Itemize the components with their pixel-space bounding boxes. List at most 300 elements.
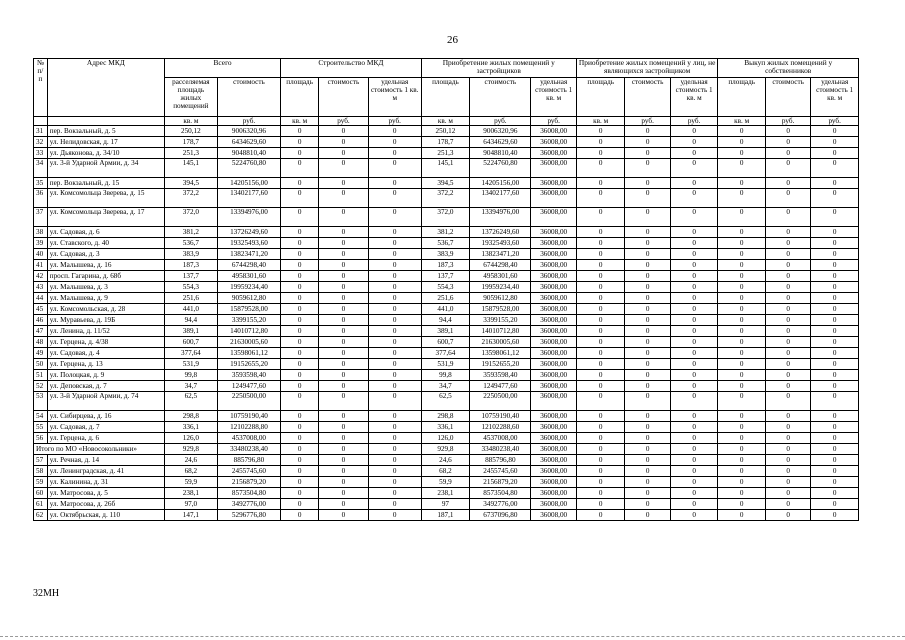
row-address: ул. Садовая, д. 7 (47, 422, 164, 433)
row-z-2: 36008,00 (531, 304, 576, 315)
row-v-2: 0 (811, 126, 859, 137)
header-group-total: Всего (164, 59, 280, 78)
header-total-cost: стоимость (217, 78, 280, 117)
header-group-3-sub-1: стоимость (625, 78, 670, 117)
row-s-1: 0 (319, 260, 369, 271)
row-p-0: 0 (576, 282, 625, 293)
unit-group-3-2: руб. (670, 117, 718, 126)
row-v-0: 0 (718, 126, 766, 137)
row-number: 60 (34, 488, 48, 499)
row-s-2: 0 (368, 249, 421, 260)
row-s-2: 0 (368, 260, 421, 271)
row-z-0: 298,8 (421, 411, 470, 422)
row-s-2: 0 (368, 444, 421, 455)
row-v-0: 0 (718, 510, 766, 521)
row-s-2: 0 (368, 282, 421, 293)
row-total-cost: 2455745,60 (217, 466, 280, 477)
row-p-0: 0 (576, 315, 625, 326)
row-z-2: 36008,00 (531, 208, 576, 227)
row-total-area: 372,2 (164, 189, 217, 208)
row-s-1: 0 (319, 208, 369, 227)
row-s-0: 0 (281, 208, 319, 227)
row-v-1: 0 (765, 227, 810, 238)
row-v-0: 0 (718, 315, 766, 326)
row-v-2: 0 (811, 238, 859, 249)
row-v-0: 0 (718, 422, 766, 433)
row-total-area: 554,3 (164, 282, 217, 293)
row-z-1: 4958301,60 (470, 271, 531, 282)
row-z-2: 36008,00 (531, 126, 576, 137)
row-s-0: 0 (281, 249, 319, 260)
row-p-0: 0 (576, 411, 625, 422)
row-z-2: 36008,00 (531, 422, 576, 433)
row-z-0: 94,4 (421, 315, 470, 326)
row-p-1: 0 (625, 433, 670, 444)
row-address: просп. Гагарина, д. 68б (47, 271, 164, 282)
row-v-0: 0 (718, 359, 766, 370)
row-total-area: 99,8 (164, 370, 217, 381)
row-s-1: 0 (319, 392, 369, 411)
row-z-0: 377,64 (421, 348, 470, 359)
row-address: ул. 3-й Ударной Армии, д. 34 (47, 159, 164, 178)
row-p-2: 0 (670, 381, 718, 392)
row-s-1: 0 (319, 304, 369, 315)
row-total-cost: 19152655,20 (217, 359, 280, 370)
row-p-0: 0 (576, 444, 625, 455)
row-s-2: 0 (368, 189, 421, 208)
row-number: 32 (34, 137, 48, 148)
row-z-1: 2156879,20 (470, 477, 531, 488)
table-row (34, 126, 859, 137)
row-p-0: 0 (576, 422, 625, 433)
row-address: ул. Комсомольская, д. 28 (47, 304, 164, 315)
table-row (34, 178, 859, 189)
row-z-2: 36008,00 (531, 178, 576, 189)
row-s-0: 0 (281, 137, 319, 148)
row-v-2: 0 (811, 282, 859, 293)
row-address: ул. Ставского, д. 40 (47, 238, 164, 249)
table-row (34, 189, 859, 208)
row-s-1: 0 (319, 488, 369, 499)
table-row (34, 411, 859, 422)
row-z-2: 36008,00 (531, 227, 576, 238)
row-s-0: 0 (281, 126, 319, 137)
table-row (34, 359, 859, 370)
row-number: 38 (34, 227, 48, 238)
row-number: 39 (34, 238, 48, 249)
row-number: 52 (34, 381, 48, 392)
row-total-cost: 2156879,20 (217, 477, 280, 488)
row-s-1: 0 (319, 381, 369, 392)
row-v-2: 0 (811, 293, 859, 304)
row-total-cost: 13598061,12 (217, 348, 280, 359)
unit-group-3-0: кв. м (576, 117, 625, 126)
row-v-1: 0 (765, 337, 810, 348)
row-v-1: 0 (765, 282, 810, 293)
row-z-0: 394,5 (421, 178, 470, 189)
row-total-cost: 3399155,20 (217, 315, 280, 326)
row-address: ул. Матросова, д. 26б (47, 499, 164, 510)
row-number: 49 (34, 348, 48, 359)
row-s-0: 0 (281, 392, 319, 411)
row-s-2: 0 (368, 392, 421, 411)
row-s-0: 0 (281, 238, 319, 249)
row-number: 59 (34, 477, 48, 488)
table-row (34, 227, 859, 238)
row-total-area: 377,64 (164, 348, 217, 359)
table-row (34, 433, 859, 444)
row-s-2: 0 (368, 359, 421, 370)
row-p-2: 0 (670, 392, 718, 411)
table-row (34, 208, 859, 227)
row-s-1: 0 (319, 455, 369, 466)
row-z-2: 36008,00 (531, 238, 576, 249)
row-address: пер. Вокзальный, д. 5 (47, 126, 164, 137)
row-v-0: 0 (718, 159, 766, 178)
row-address: ул. Садовая, д. 4 (47, 348, 164, 359)
table-row (34, 392, 859, 411)
row-p-0: 0 (576, 433, 625, 444)
row-p-0: 0 (576, 148, 625, 159)
row-total-cost: 19959234,40 (217, 282, 280, 293)
row-v-2: 0 (811, 208, 859, 227)
row-z-2: 36008,00 (531, 444, 576, 455)
row-total-cost: 13823471,20 (217, 249, 280, 260)
unit-group-2-0: кв. м (421, 117, 470, 126)
row-s-0: 0 (281, 282, 319, 293)
scan-edge-line (0, 636, 905, 638)
row-v-2: 0 (811, 178, 859, 189)
row-p-1: 0 (625, 348, 670, 359)
row-p-2: 0 (670, 189, 718, 208)
row-s-2: 0 (368, 455, 421, 466)
row-total-cost: 19325493,60 (217, 238, 280, 249)
row-s-0: 0 (281, 260, 319, 271)
table-row (34, 499, 859, 510)
row-total-area: 126,0 (164, 433, 217, 444)
row-total-cost: 13394976,00 (217, 208, 280, 227)
header-address: Адрес МКД (47, 59, 164, 117)
page-number: 26 (447, 34, 458, 46)
row-z-0: 99,8 (421, 370, 470, 381)
row-v-2: 0 (811, 159, 859, 178)
row-s-0: 0 (281, 348, 319, 359)
row-v-2: 0 (811, 488, 859, 499)
row-v-0: 0 (718, 208, 766, 227)
row-z-1: 13598061,12 (470, 348, 531, 359)
row-total-area: 68,2 (164, 466, 217, 477)
row-p-1: 0 (625, 422, 670, 433)
row-z-2: 36008,00 (531, 137, 576, 148)
row-z-0: 536,7 (421, 238, 470, 249)
row-total-area: 600,7 (164, 337, 217, 348)
row-z-1: 3593598,40 (470, 370, 531, 381)
row-s-1: 0 (319, 359, 369, 370)
row-p-2: 0 (670, 337, 718, 348)
row-v-1: 0 (765, 422, 810, 433)
row-z-2: 36008,00 (531, 455, 576, 466)
row-p-2: 0 (670, 466, 718, 477)
row-s-2: 0 (368, 411, 421, 422)
row-s-2: 0 (368, 315, 421, 326)
row-v-1: 0 (765, 260, 810, 271)
row-v-2: 0 (811, 348, 859, 359)
row-total-area: 145,1 (164, 159, 217, 178)
row-s-0: 0 (281, 411, 319, 422)
row-v-2: 0 (811, 381, 859, 392)
row-total-area: 62,5 (164, 392, 217, 411)
row-s-2: 0 (368, 488, 421, 499)
row-s-0: 0 (281, 499, 319, 510)
row-z-0: 251,3 (421, 148, 470, 159)
row-v-1: 0 (765, 381, 810, 392)
row-z-0: 68,2 (421, 466, 470, 477)
row-address: ул. Комсомольца Зверева, д. 17 (47, 208, 164, 227)
row-v-2: 0 (811, 499, 859, 510)
row-total-area: 251,6 (164, 293, 217, 304)
row-s-0: 0 (281, 444, 319, 455)
row-s-1: 0 (319, 282, 369, 293)
row-z-1: 13726249,60 (470, 227, 531, 238)
row-v-2: 0 (811, 249, 859, 260)
row-number: 48 (34, 337, 48, 348)
row-z-2: 36008,00 (531, 260, 576, 271)
row-address: ул. Деповская, д. 7 (47, 381, 164, 392)
row-s-1: 0 (319, 510, 369, 521)
row-z-1: 8573504,80 (470, 488, 531, 499)
header-group-non-developers: Приобретение жилых помещений у лиц, не являющихся застройщиком (576, 59, 718, 78)
row-v-2: 0 (811, 315, 859, 326)
row-p-2: 0 (670, 411, 718, 422)
row-p-2: 0 (670, 238, 718, 249)
row-v-0: 0 (718, 444, 766, 455)
row-s-2: 0 (368, 208, 421, 227)
row-v-1: 0 (765, 348, 810, 359)
header-group-2-sub-0: площадь (421, 78, 470, 117)
row-z-1: 13394976,00 (470, 208, 531, 227)
row-total-area: 238,1 (164, 488, 217, 499)
table-row (34, 271, 859, 282)
row-total-area: 441,0 (164, 304, 217, 315)
row-z-0: 126,0 (421, 433, 470, 444)
row-z-1: 1249477,60 (470, 381, 531, 392)
row-number: 46 (34, 315, 48, 326)
row-total-cost: 13726249,60 (217, 227, 280, 238)
row-p-0: 0 (576, 466, 625, 477)
row-z-2: 36008,00 (531, 315, 576, 326)
row-s-0: 0 (281, 293, 319, 304)
row-v-1: 0 (765, 137, 810, 148)
row-total-cost: 9059612,80 (217, 293, 280, 304)
row-s-2: 0 (368, 499, 421, 510)
row-v-1: 0 (765, 455, 810, 466)
row-p-0: 0 (576, 260, 625, 271)
row-total-cost: 12102288,80 (217, 422, 280, 433)
row-total-area: 94,4 (164, 315, 217, 326)
row-z-2: 36008,00 (531, 159, 576, 178)
row-p-1: 0 (625, 392, 670, 411)
row-p-2: 0 (670, 178, 718, 189)
row-z-2: 36008,00 (531, 477, 576, 488)
row-total-cost: 13402177,60 (217, 189, 280, 208)
row-number: 44 (34, 293, 48, 304)
table-row (34, 238, 859, 249)
row-p-0: 0 (576, 510, 625, 521)
row-z-1: 9059612,80 (470, 293, 531, 304)
row-s-2: 0 (368, 137, 421, 148)
row-s-1: 0 (319, 126, 369, 137)
row-v-2: 0 (811, 422, 859, 433)
row-p-2: 0 (670, 282, 718, 293)
row-v-0: 0 (718, 392, 766, 411)
row-p-0: 0 (576, 249, 625, 260)
row-v-1: 0 (765, 315, 810, 326)
row-number: 37 (34, 208, 48, 227)
unit-group-4-1: руб. (765, 117, 810, 126)
row-z-0: 600,7 (421, 337, 470, 348)
row-s-0: 0 (281, 326, 319, 337)
row-number: 36 (34, 189, 48, 208)
row-v-1: 0 (765, 178, 810, 189)
row-s-0: 0 (281, 178, 319, 189)
row-v-2: 0 (811, 455, 859, 466)
row-z-1: 6737096,80 (470, 510, 531, 521)
row-p-1: 0 (625, 238, 670, 249)
row-p-0: 0 (576, 455, 625, 466)
unit-group-1-2: руб. (368, 117, 421, 126)
row-s-1: 0 (319, 148, 369, 159)
footer-mark: 32МН (33, 588, 60, 599)
row-p-1: 0 (625, 189, 670, 208)
row-total-area: 251,3 (164, 148, 217, 159)
row-s-0: 0 (281, 466, 319, 477)
row-address: ул. Речная, д. 14 (47, 455, 164, 466)
row-total-cost: 10759190,40 (217, 411, 280, 422)
table-row (34, 422, 859, 433)
row-p-2: 0 (670, 488, 718, 499)
row-total-area: 298,8 (164, 411, 217, 422)
row-v-0: 0 (718, 337, 766, 348)
row-p-0: 0 (576, 178, 625, 189)
row-p-0: 0 (576, 381, 625, 392)
row-v-0: 0 (718, 326, 766, 337)
row-v-0: 0 (718, 455, 766, 466)
row-number: 40 (34, 249, 48, 260)
row-v-1: 0 (765, 148, 810, 159)
row-p-2: 0 (670, 510, 718, 521)
table-row (34, 370, 859, 381)
row-v-0: 0 (718, 304, 766, 315)
header-group-1-sub-2: удельная стоимость 1 кв. м (368, 78, 421, 117)
row-v-1: 0 (765, 159, 810, 178)
row-s-2: 0 (368, 238, 421, 249)
row-v-1: 0 (765, 208, 810, 227)
row-p-0: 0 (576, 488, 625, 499)
row-p-1: 0 (625, 137, 670, 148)
row-v-1: 0 (765, 271, 810, 282)
row-total-cost: 1249477,60 (217, 381, 280, 392)
row-s-0: 0 (281, 304, 319, 315)
row-total-area: 34,7 (164, 381, 217, 392)
row-s-1: 0 (319, 326, 369, 337)
row-address: ул. Муравьева, д. 19Б (47, 315, 164, 326)
row-z-0: 187,3 (421, 260, 470, 271)
row-number: 54 (34, 411, 48, 422)
row-z-0: 389,1 (421, 326, 470, 337)
row-address: ул. Герцена, д. 13 (47, 359, 164, 370)
row-z-2: 36008,00 (531, 249, 576, 260)
row-p-1: 0 (625, 148, 670, 159)
row-s-2: 0 (368, 422, 421, 433)
row-z-1: 33480238,40 (470, 444, 531, 455)
row-number: 56 (34, 433, 48, 444)
row-s-0: 0 (281, 370, 319, 381)
header-group-4-sub-2: удельная стоимость 1 кв. м (811, 78, 859, 117)
row-z-1: 14010712,80 (470, 326, 531, 337)
row-v-2: 0 (811, 411, 859, 422)
row-number: 35 (34, 178, 48, 189)
row-v-1: 0 (765, 359, 810, 370)
row-total-area: 24,6 (164, 455, 217, 466)
row-z-2: 36008,00 (531, 148, 576, 159)
row-number: 43 (34, 282, 48, 293)
row-z-2: 36008,00 (531, 282, 576, 293)
row-z-2: 36008,00 (531, 392, 576, 411)
row-s-1: 0 (319, 466, 369, 477)
row-p-1: 0 (625, 315, 670, 326)
row-number: 41 (34, 260, 48, 271)
row-s-1: 0 (319, 178, 369, 189)
row-s-1: 0 (319, 315, 369, 326)
row-p-1: 0 (625, 359, 670, 370)
row-address: ул. Калинина, д. 31 (47, 477, 164, 488)
row-z-1: 12102288,60 (470, 422, 531, 433)
row-z-1: 2250500,00 (470, 392, 531, 411)
row-z-0: 62,5 (421, 392, 470, 411)
header-group-buyout: Выкуп жилых помещений у собственников (718, 59, 859, 78)
row-s-2: 0 (368, 326, 421, 337)
row-z-2: 36008,00 (531, 326, 576, 337)
row-address: ул. Матросова, д. 5 (47, 488, 164, 499)
row-p-2: 0 (670, 326, 718, 337)
row-total-area: 336,1 (164, 422, 217, 433)
row-s-0: 0 (281, 148, 319, 159)
row-z-0: 531,9 (421, 359, 470, 370)
row-p-0: 0 (576, 392, 625, 411)
row-address: ул. Малышева, д. 16 (47, 260, 164, 271)
row-s-2: 0 (368, 381, 421, 392)
row-s-0: 0 (281, 271, 319, 282)
row-s-1: 0 (319, 499, 369, 510)
row-v-2: 0 (811, 326, 859, 337)
row-z-1: 15879528,00 (470, 304, 531, 315)
row-v-1: 0 (765, 126, 810, 137)
row-z-0: 178,7 (421, 137, 470, 148)
row-number: 34 (34, 159, 48, 178)
row-s-1: 0 (319, 238, 369, 249)
row-total-cost: 21630005,60 (217, 337, 280, 348)
row-v-0: 0 (718, 381, 766, 392)
row-s-1: 0 (319, 189, 369, 208)
row-z-0: 372,2 (421, 189, 470, 208)
row-total-label: Итого по МО «Новосокольники» (34, 444, 165, 455)
row-p-1: 0 (625, 293, 670, 304)
row-z-1: 6434629,60 (470, 137, 531, 148)
row-v-2: 0 (811, 444, 859, 455)
row-s-0: 0 (281, 359, 319, 370)
row-z-1: 9048810,40 (470, 148, 531, 159)
row-z-0: 187,1 (421, 510, 470, 521)
